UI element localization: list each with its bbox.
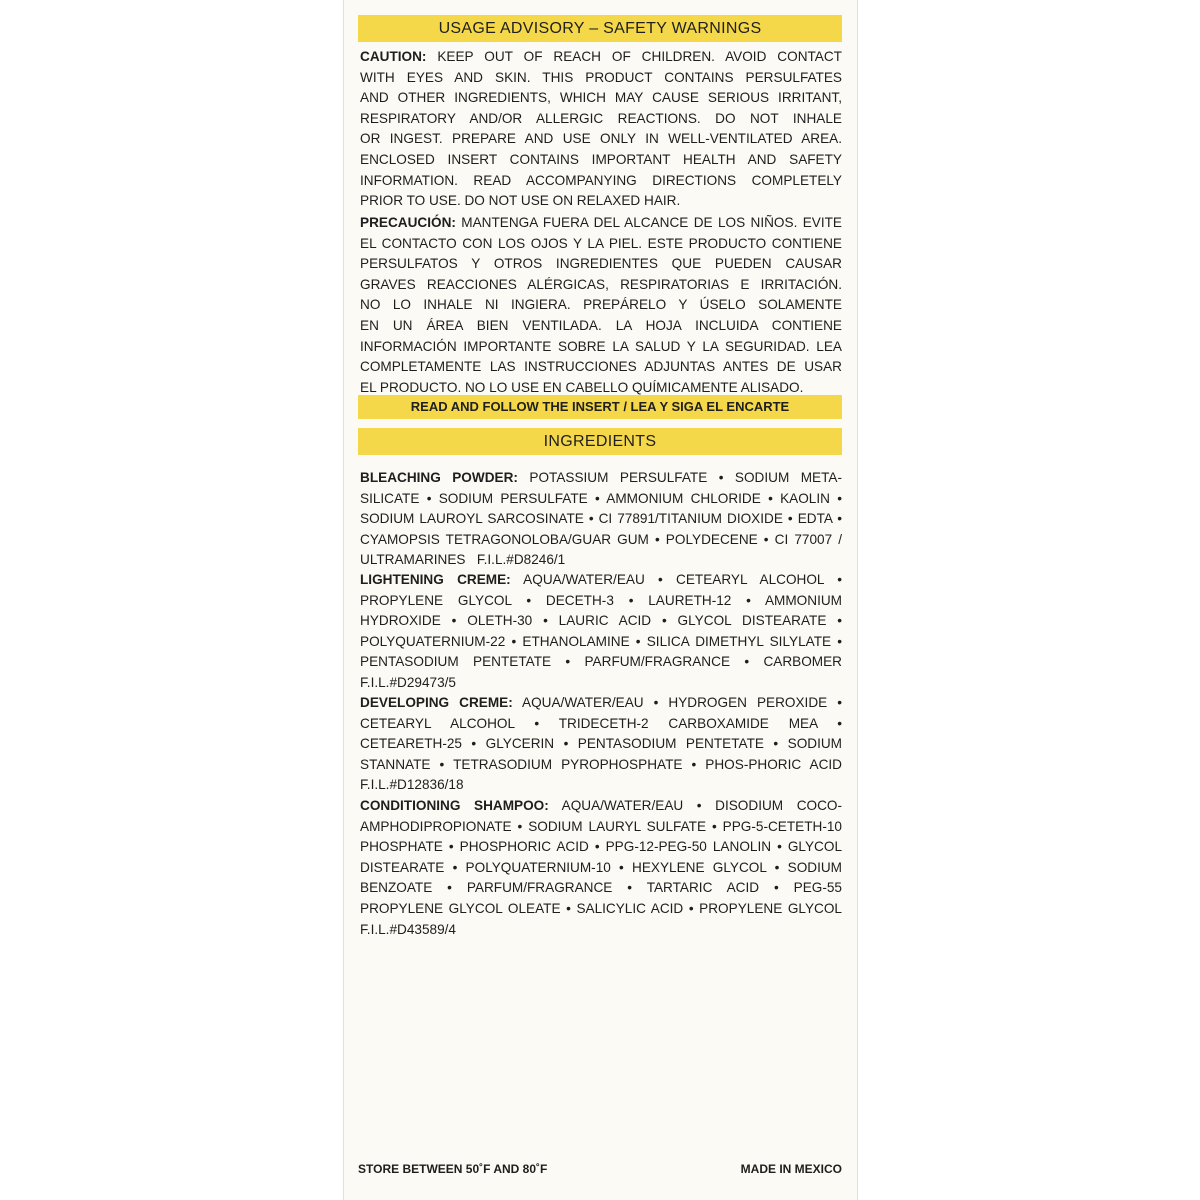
ingredient-line: BENZOATE • PARFUM/FRAGRANCE • TARTARIC ACID • PEG-55: [360, 880, 842, 896]
developing-creme-block: [360, 693, 842, 796]
caution-line: RESPIRATORY AND/OR ALLERGIC REACTIONS. DO NOT INHALE: [360, 110, 842, 126]
caution-line: PRIOR TO USE. DO NOT USE ON RELAXED HAIR.: [360, 193, 681, 209]
ingredient-line: ULTRAMARINES F.I.L.#D8246/1: [360, 552, 566, 568]
ingredient-line: [360, 570, 842, 591]
ingredient-line: [360, 468, 842, 489]
ingredient-line: DISTEARATE • POLYQUATERNIUM-10 • HEXYLENE GLYCOL • SODIUM: [360, 859, 842, 875]
ingredient-line: CYAMOPSIS TETRAGONOLOBA/GUAR GUM • POLYDECENE • CI 77007 /: [360, 531, 842, 547]
precaucion-line: COMPLETAMENTE LAS INSTRUCCIONES ADJUNTAS ANTES DE USAR: [360, 359, 842, 375]
ingredient-text: AQUA/WATER/EAU • HYDROGEN PEROXIDE •: [512, 695, 842, 710]
precaucion-line: EL CONTACTO CON LOS OJOS Y LA PIEL. ESTE PRODUCTO CONTIENE: [360, 235, 842, 251]
ingredient-line: [360, 693, 842, 714]
caution-line: INFORMATION. READ ACCOMPANYING DIRECTIONS COMPLETELY: [360, 172, 842, 188]
caution-block: [360, 47, 842, 212]
insert-notice: READ AND FOLLOW THE INSERT / LEA Y SIGA EL ENCARTE: [410, 399, 790, 414]
precaucion-line: EL PRODUCTO. NO LO USE EN CABELLO QUÍMICAMENTE ALISADO.: [360, 379, 804, 395]
precaucion-line: GRAVES REACCIONES ALÉRGICAS, RESPIRATORIAS E IRRITACIÓN.: [360, 276, 842, 292]
ingredient-text: POTASSIUM PERSULFATE • SODIUM META-: [517, 470, 842, 485]
ingredient-line: HYDROXIDE • OLETH-30 • LAURIC ACID • GLYCOL DISTEARATE •: [360, 613, 842, 629]
ingredient-line: SODIUM LAUROYL SARCOSINATE • CI 77891/TITANIUM DIOXIDE • EDTA •: [360, 511, 842, 527]
ingredient-text: AQUA/WATER/EAU • DISODIUM COCO-: [548, 798, 842, 813]
precaucion-block: [360, 213, 842, 398]
caution-line: OR INGEST. PREPARE AND USE ONLY IN WELL-VENTILATED AREA.: [360, 131, 842, 147]
precaucion-line: EN UN ÁREA BIEN VENTILADA. LA HOJA INCLUIDA CONTIENE: [360, 317, 842, 333]
ingredient-line: AMPHODIPROPIONATE • SODIUM LAURYL SULFATE • PPG-5-CETETH-10: [360, 818, 842, 834]
ingredient-line: F.I.L.#D43589/4: [360, 921, 456, 937]
ingredients-header: [358, 428, 842, 455]
usage-advisory-header: [358, 15, 842, 42]
caution-line: [360, 47, 842, 68]
precaucion-line: INFORMACIÓN IMPORTANTE SOBRE LA SALUD Y LA SEGURIDAD. LEA: [360, 338, 842, 354]
ingredient-line: [360, 796, 842, 817]
caution-line: WITH EYES AND SKIN. THIS PRODUCT CONTAINS PERSULFATES: [360, 69, 842, 85]
caution-text: KEEP OUT OF REACH OF CHILDREN. AVOID CONTACT: [426, 49, 842, 64]
ingredient-line: STANNATE • TETRASODIUM PYROPHOSPHATE • PHOS-PHORIC ACID: [360, 756, 842, 772]
ingredient-line: PHOSPHATE • PHOSPHORIC ACID • PPG-12-PEG-50 LANOLIN • GLYCOL: [360, 839, 842, 855]
lightening-creme-block: [360, 570, 842, 694]
precaucion-line: PERSULFATOS Y OTROS INGREDIENTES QUE PUEDEN CAUSAR: [360, 256, 842, 272]
precaucion-line: NO LO INHALE NI INGIERA. PREPÁRELO Y ÚSELO SOLAMENTE: [360, 297, 842, 313]
ingredient-line: SILICATE • SODIUM PERSULFATE • AMMONIUM CHLORIDE • KAOLIN •: [360, 490, 842, 506]
ingredient-line: F.I.L.#D12836/18: [360, 777, 464, 793]
ingredient-line: PENTASODIUM PENTETATE • PARFUM/FRAGRANCE • CARBOMER: [360, 654, 842, 670]
precaucion-text: MANTENGA FUERA DEL ALCANCE DE LOS NIÑOS. EVITE: [455, 215, 842, 230]
caution-line: AND OTHER INGREDIENTS, WHICH MAY CAUSE SERIOUS IRRITANT,: [360, 90, 842, 106]
ingredients-title: INGREDIENTS: [543, 433, 657, 450]
precaucion-label: PRECAUCIÓN:: [360, 215, 456, 230]
insert-notice-bar: [358, 395, 842, 419]
conditioning-shampoo-label: CONDITIONING SHAMPOO:: [360, 798, 549, 813]
conditioning-shampoo-block: [360, 796, 842, 940]
caution-label: CAUTION:: [360, 49, 427, 64]
ingredient-line: PROPYLENE GLYCOL • DECETH-3 • LAURETH-12 • AMMONIUM: [360, 592, 842, 608]
ingredient-line: CETEARETH-25 • GLYCERIN • PENTASODIUM PENTETATE • SODIUM: [360, 736, 842, 752]
caution-line: ENCLOSED INSERT CONTAINS IMPORTANT HEALTH AND SAFETY: [360, 151, 842, 167]
origin-note: MADE IN MEXICO: [740, 1162, 842, 1176]
bleaching-powder-label: BLEACHING POWDER:: [360, 470, 518, 485]
ingredient-line: F.I.L.#D29473/5: [360, 674, 456, 690]
ingredient-line: CETEARYL ALCOHOL • TRIDECETH-2 CARBOXAMIDE MEA •: [360, 715, 842, 731]
ingredient-line: PROPYLENE GLYCOL OLEATE • SALICYLIC ACID • PROPYLENE GLYCOL: [360, 900, 842, 916]
ingredient-line: POLYQUATERNIUM-22 • ETHANOLAMINE • SILICA DIMETHYL SILYLATE •: [360, 633, 842, 649]
usage-advisory-title: USAGE ADVISORY – SAFETY WARNINGS: [438, 20, 762, 37]
storage-note: STORE BETWEEN 50˚F AND 80˚F: [358, 1162, 548, 1176]
lightening-creme-label: LIGHTENING CREME:: [360, 572, 511, 587]
precaucion-line: [360, 213, 842, 234]
bleaching-powder-block: [360, 468, 842, 571]
developing-creme-label: DEVELOPING CREME:: [360, 695, 513, 710]
ingredient-text: AQUA/WATER/EAU • CETEARYL ALCOHOL •: [510, 572, 842, 587]
